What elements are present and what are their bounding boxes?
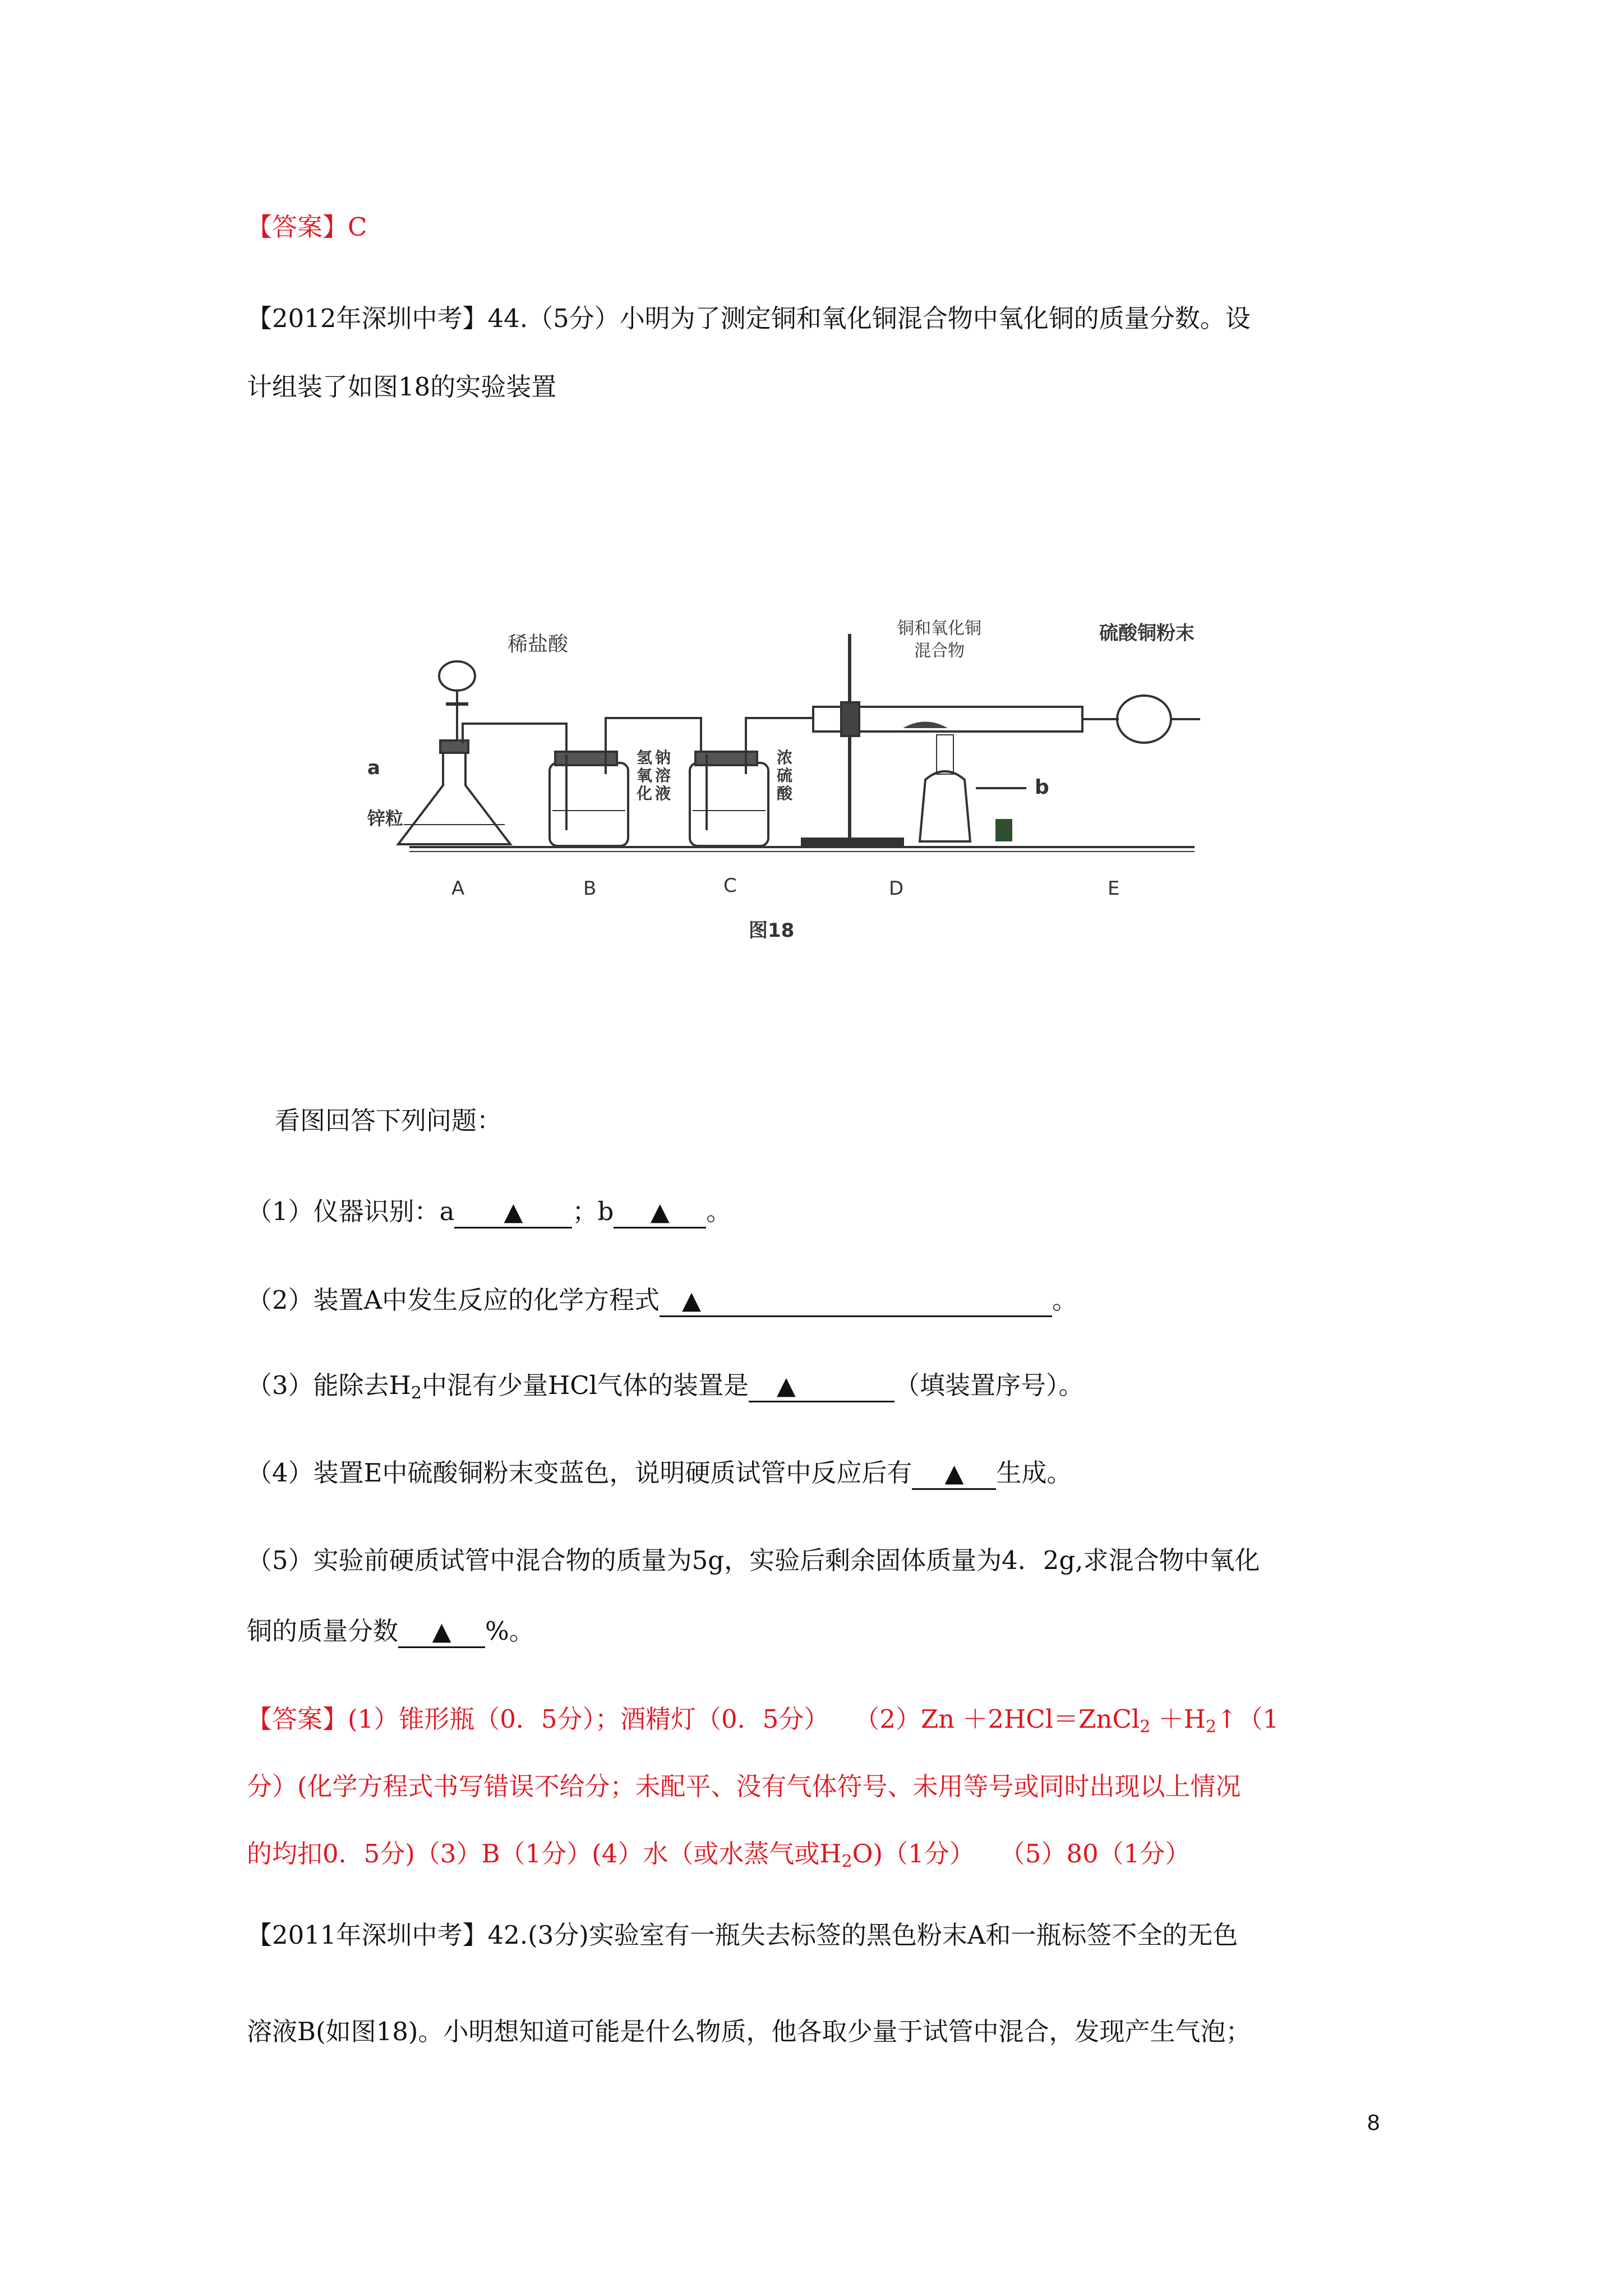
question-42-line-2 [247,2015,1251,2049]
answer-text: O)（1分） （5）80（1分） [852,1839,1191,1869]
q4-text-end: 生成。 [996,1458,1072,1488]
triangle-icon: ▲ [682,1286,701,1315]
label-D: D [889,877,904,900]
label-zinc: 锌粒 [367,808,404,829]
q1-text-b: ；b [572,1197,614,1226]
label-E: E [1108,877,1120,900]
q2-text: （2）装置A中发生反应的化学方程式 [247,1285,660,1315]
question-source: 【2012年深圳中考】 [247,303,488,333]
label-h2so4-3: 酸 [777,784,793,803]
label-B: B [583,877,597,900]
label-b: b [1035,776,1049,799]
question-5-line-2 [247,1614,534,1648]
question-source: 【2011年深圳中考】 [247,1920,488,1950]
triangle-icon: ▲ [777,1372,796,1400]
question-text: 44.（5分）小明为了测定铜和氧化铜混合物中氧化铜的质量分数。设 [487,303,1251,333]
label-cuso4: 硫酸铜粉末 [1099,622,1195,645]
bottle-c [690,763,768,846]
q4-text: （4）装置E中硫酸铜粉末变蓝色，说明硬质试管中反应后有 [247,1458,912,1488]
answer-text: (1）锥形瓶（0．5分）；酒精灯（0．5分） （2）Zn ＋2HCl＝ZnCl [348,1704,1140,1734]
q5-text-end: %。 [485,1616,534,1646]
answer-line-1 [247,210,367,244]
label-C: C [723,875,737,897]
answer-text: 分）(化学方程式书写错误不给分；未配平、没有气体符号、未用等号或同时出现以上情况 [247,1772,1241,1801]
label-naoh-2: 氧 [637,766,653,785]
q3-text-end: （填装置序号）。 [895,1370,1084,1400]
answer-blank-product[interactable] [912,1458,996,1490]
apparatus-diagram [365,583,1256,942]
question-text: 计组装了如图18的实验装置 [247,372,557,402]
q3-text-a: （3）能除去H [247,1370,411,1400]
question-4 [247,1456,1072,1490]
lamp-flame [937,735,953,774]
label-naoh-4: 钠 [655,748,671,767]
q5-text: （5）实验前硬质试管中混合物的质量为5g，实验后剩余固体质量为4．2g,求混合物中氧化 [247,1545,1260,1575]
label-naoh-5: 溶 [655,766,671,785]
subscript: 2 [1140,1717,1151,1737]
answer-block-line-3 [247,1837,1190,1871]
subscript: 2 [1205,1717,1216,1737]
answer-bracket: 【答案】 [247,1704,348,1734]
label-a: a [367,757,380,779]
label-naoh-1: 氢 [637,748,653,767]
label-naoh-6: 液 [655,784,671,803]
triangle-icon: ▲ [650,1198,670,1226]
q3-subscript: 2 [411,1383,422,1403]
question-44-line-2 [247,370,556,404]
label-dilute-hcl: 稀盐酸 [508,633,569,656]
answer-blank-equation[interactable] [660,1286,1052,1317]
question-text: 42.(3分)实验室有一瓶失去标签的黑色粉末A和一瓶标签不全的无色 [487,1920,1238,1950]
bottle-b [550,763,628,846]
q1-text-end: 。 [706,1197,732,1226]
label-naoh-3: 化 [637,784,653,803]
answer-text: 的均扣0．5分)（3）B（1分）(4）水（或水蒸气或H [247,1839,842,1869]
page-number: 8 [1367,2110,1380,2135]
prompt-text: 看图回答下列问题： [275,1106,502,1135]
question-2 [247,1283,1077,1317]
flask-stopper [440,740,468,753]
q3-text-b: 中混有少量HCl气体的装置是 [421,1370,749,1400]
alcohol-lamp [920,771,970,841]
answer-blank-a[interactable] [454,1197,572,1228]
figure-caption: 图18 [749,919,795,942]
answer-blank-percent[interactable] [398,1617,485,1648]
question-text: 溶液B(如图18)。小明想知道可能是什么物质，他各取少量于试管中混合，发现产生气泡； [247,2017,1251,2046]
answer-text: ↑（1 [1216,1704,1279,1734]
prompt-line [275,1104,502,1138]
label-h2so4-1: 浓 [777,748,793,767]
question-1 [247,1195,731,1228]
label-mixture-2: 混合物 [914,641,965,661]
answer-blank-device[interactable] [749,1371,895,1402]
bottle-c-stopper [695,752,757,765]
q1-text-a: （1）仪器识别：a [247,1197,455,1226]
bottle-b-stopper [555,752,617,765]
stand-base [802,839,903,846]
answer-value: C [348,212,367,242]
triangle-icon: ▲ [432,1617,451,1646]
answer-text: ＋H [1150,1704,1206,1734]
answer-bracket: 【答案】 [247,212,348,242]
label-mixture-1: 铜和氧化铜 [897,619,981,638]
triangle-icon: ▲ [944,1459,964,1488]
triangle-icon: ▲ [504,1198,523,1226]
drying-bulb [1117,696,1171,743]
question-44-line-1 [247,302,1251,335]
subscript: 2 [841,1852,852,1871]
separatory-funnel [439,661,475,691]
question-42-line-1 [247,1918,1238,1952]
q2-text-end: 。 [1052,1285,1078,1315]
answer-block-line-2 [247,1770,1241,1803]
answer-blank-b[interactable] [614,1197,706,1228]
label-h2so4-2: 硫 [777,766,793,785]
answer-block-line-1 [247,1703,1279,1736]
question-3 [247,1369,1084,1402]
q5-text-b: 铜的质量分数 [247,1616,399,1646]
label-A: A [451,877,465,900]
conical-flask [398,752,510,844]
question-5-line-1 [247,1544,1260,1577]
